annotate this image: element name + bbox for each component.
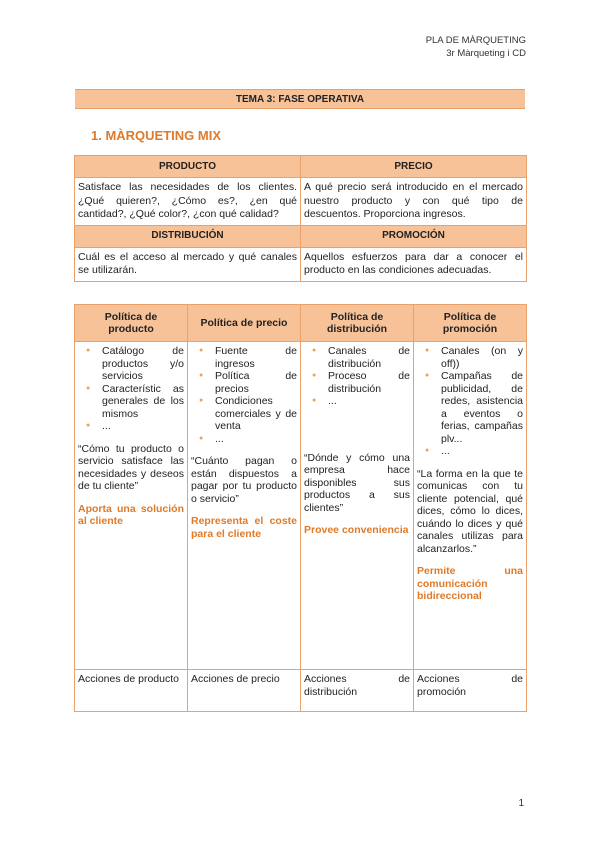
document-header <box>426 34 526 60</box>
list-item: ● Proceso de distribución <box>328 370 410 395</box>
politica-distribucion-quote: “Dónde y cómo una empresa hace disponibles sus productos a sus clientes” <box>304 451 410 514</box>
politica-promocion-body <box>414 342 527 670</box>
header-line-2: 3r Màrqueting i CD <box>446 48 526 59</box>
list-item: ● Campañas de publicidad, de redes, asistencia a eventos o ferias, campañas plv... <box>441 370 523 445</box>
politica-precio-header: Política de precio <box>188 305 301 342</box>
precio-header: PRECIO <box>301 156 527 178</box>
politica-distribucion-header: Política de distribución <box>301 305 414 342</box>
politica-distribucion-body <box>301 342 414 670</box>
politica-precio-body <box>188 342 301 670</box>
list-item: ● Catálogo de productos y/o servicios <box>102 345 184 383</box>
producto-header: PRODUCTO <box>75 156 301 178</box>
politica-precio-list <box>191 345 297 445</box>
list-item: ● ... <box>215 433 297 446</box>
politica-promocion-header: Política de promoción <box>414 305 527 342</box>
list-item: ● Canales (on y off)) <box>441 345 523 370</box>
politica-producto-accent: Aporta una solución al cliente <box>78 502 184 527</box>
promocion-header: PROMOCIÓN <box>301 225 527 247</box>
producto-description: Satisface las necesidades de los clientes. ¿Qué quieren?, ¿Cómo es?, ¿en qué cantidad?, ¿Qué color?, ¿con qué calidad? <box>75 178 301 226</box>
politica-precio-accent: Representa el coste para el cliente <box>191 515 297 540</box>
distribucion-description: Cuál es el acceso al mercado y qué canales se utilizarán. <box>75 247 301 281</box>
marketing-mix-table <box>74 155 527 282</box>
distribucion-header: DISTRIBUCIÓN <box>75 225 301 247</box>
section-title: 1. MÀRQUETING MIX <box>91 128 222 143</box>
politica-producto-quote: “Cómo tu producto o servicio satisface las necesidades y deseos de tu cliente” <box>78 442 184 492</box>
header-line-1: PLA DE MÀRQUETING <box>425 35 526 46</box>
list-item: ● Característic as generales de los mismos <box>102 383 184 421</box>
politica-producto-header: Política de producto <box>75 305 188 342</box>
politica-distribucion-list <box>304 345 410 408</box>
politica-promocion-quote: “La forma en la que te comunicas con tu cliente potencial, qué dices, cómo lo dices, cuándo lo dices y qué canales utilizas para alcanzarlos.” <box>417 467 523 555</box>
politica-distribucion-accent: Provee conveniencia <box>304 524 409 536</box>
list-item: ● Condiciones comerciales y de venta <box>215 395 297 433</box>
acciones-producto: Acciones de producto <box>75 670 188 712</box>
list-item: ● ... <box>328 395 410 408</box>
list-item: ● ... <box>102 420 184 433</box>
politica-promocion-list <box>417 345 523 458</box>
list-item: ● Fuente de ingresos <box>215 345 297 370</box>
politica-producto-list <box>78 345 184 433</box>
acciones-promocion: Acciones de promoción <box>414 670 527 712</box>
acciones-distribucion: Acciones de distribución <box>301 670 414 712</box>
precio-description: A qué precio será introducido en el mercado nuestro producto y con qué tipo de descuentos. Proporciona ingresos. <box>301 178 527 226</box>
politica-precio-quote: “Cuánto pagan o están dispuestos a pagar por tu producto o servicio” <box>191 455 297 505</box>
topic-banner: TEMA 3: FASE OPERATIVA <box>75 89 525 109</box>
list-item: ● Política de precios <box>215 370 297 395</box>
list-item: ● ... <box>441 445 523 458</box>
list-item: ● Canales de distribución <box>328 345 410 370</box>
politica-promocion-accent: Permite una comunicación bidireccional <box>417 565 523 602</box>
politicas-table <box>74 304 527 712</box>
promocion-description: Aquellos esfuerzos para dar a conocer el producto en las condiciones adecuadas. <box>301 247 527 281</box>
acciones-precio: Acciones de precio <box>188 670 301 712</box>
page-number: 1 <box>518 798 524 809</box>
politica-producto-body <box>75 342 188 670</box>
